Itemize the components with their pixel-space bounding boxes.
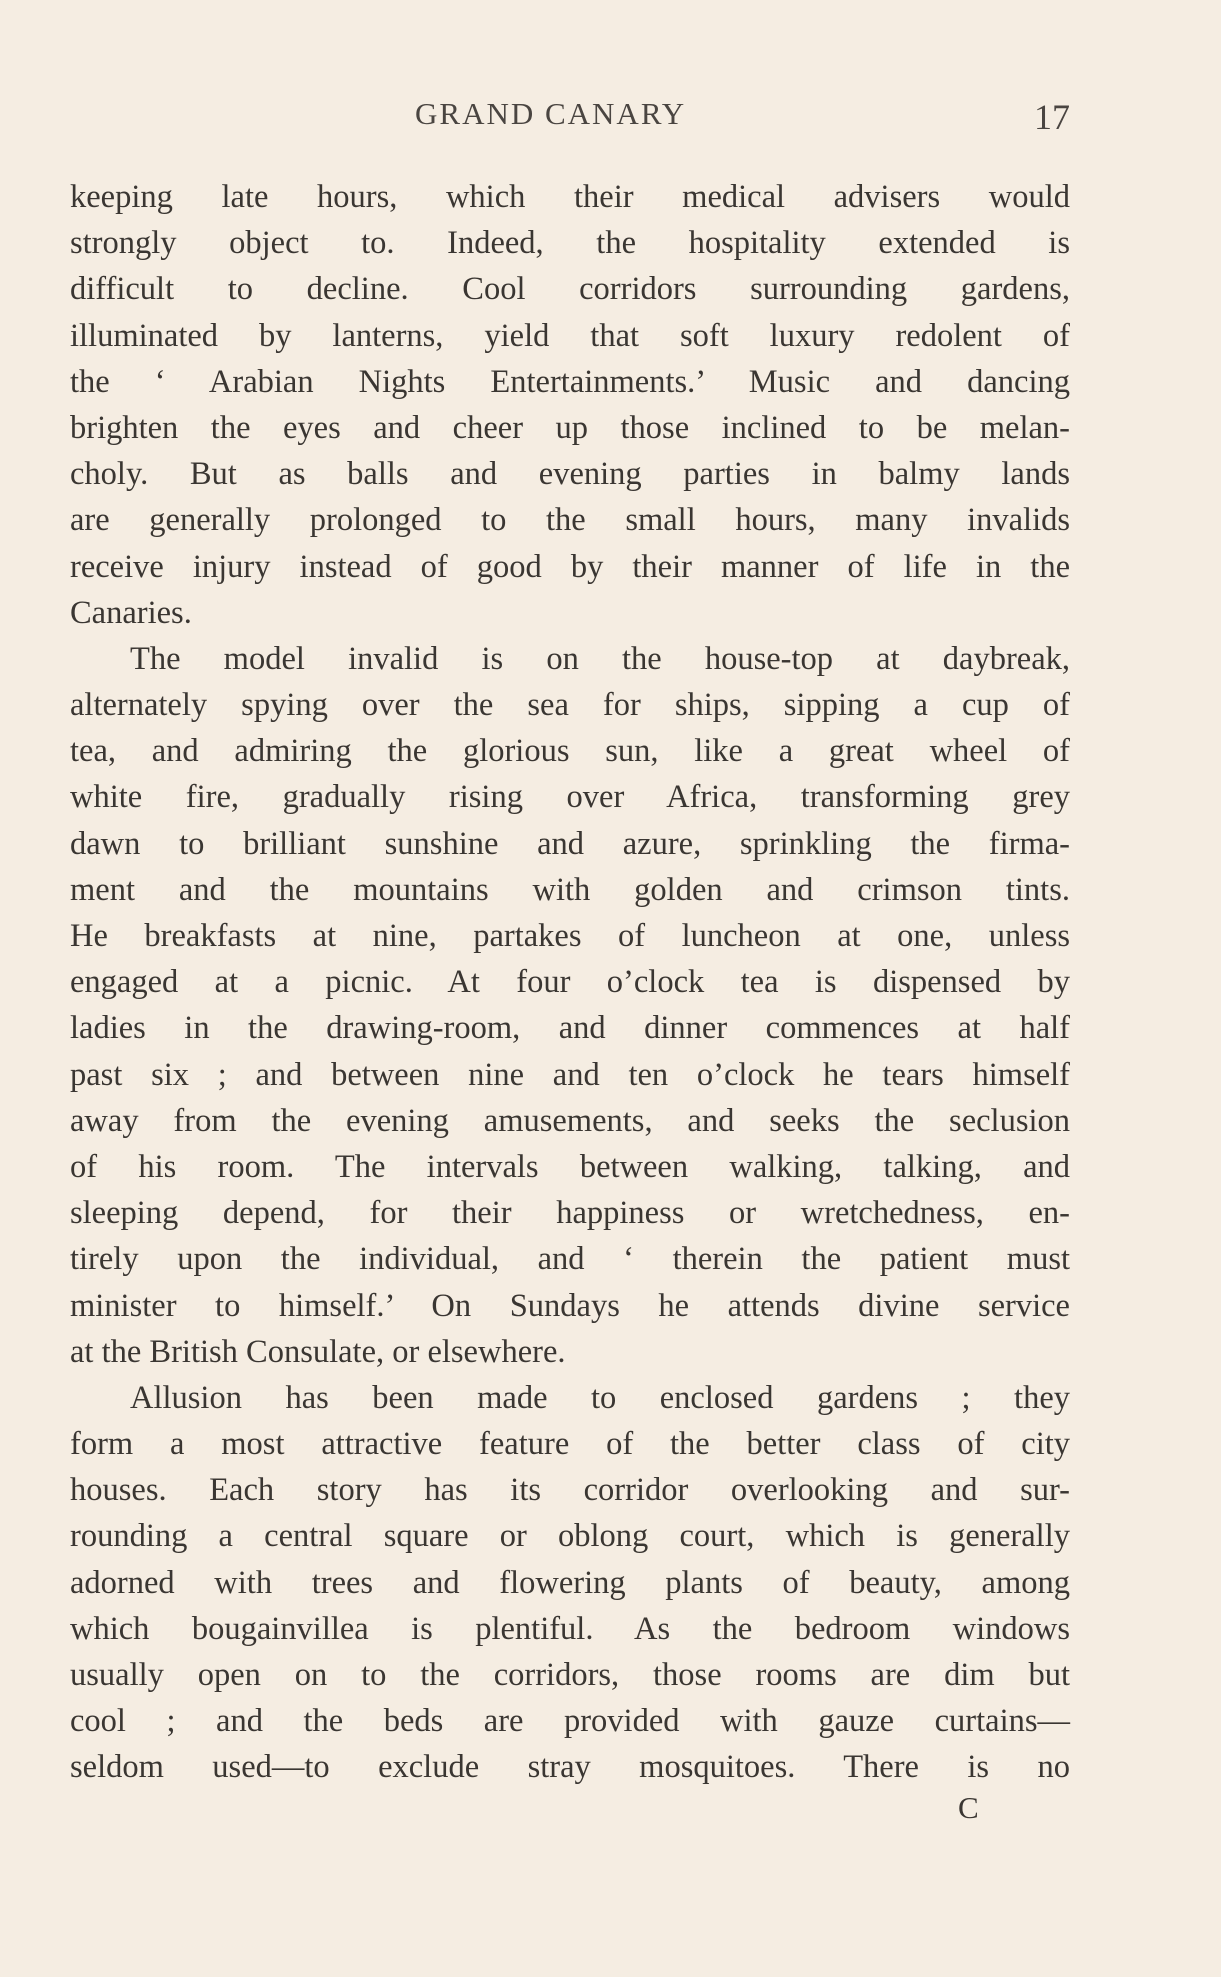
text-line: illuminated by lanterns, yield that soft luxury redolent of <box>70 317 1070 354</box>
text-line: difficult to decline. Cool corridors surrounding gardens, <box>70 271 1070 308</box>
signature-mark: C <box>958 1790 979 1825</box>
running-head-title: GRAND CANARY <box>415 96 687 131</box>
text-line: adorned with trees and flowering plants of beauty, among <box>70 1564 1070 1601</box>
running-head <box>0 96 1221 146</box>
text-line: cool ; and the beds are provided with gauze curtains— <box>70 1703 1070 1740</box>
text-line: form a most attractive feature of the better class of city <box>70 1426 1070 1463</box>
text-line: the ‘ Arabian Nights Entertainments.’ Music and dancing <box>70 363 1070 400</box>
text-line: strongly object to. Indeed, the hospitality extended is <box>70 225 1070 262</box>
text-line: white fire, gradually rising over Africa, transforming grey <box>70 779 1070 816</box>
text-line: choly. But as balls and evening parties in balmy lands <box>70 456 1070 493</box>
text-line: minister to himself.’ On Sundays he attends divine service <box>70 1287 1070 1324</box>
text-line: usually open on to the corridors, those rooms are dim but <box>70 1657 1070 1693</box>
text-line: He breakfasts at nine, partakes of luncheon at one, unless <box>70 918 1070 954</box>
text-line: receive injury instead of good by their manner of life in the <box>70 548 1070 585</box>
text-line: ment and the mountains with golden and crimson tints. <box>70 871 1070 908</box>
text-line: of his room. The intervals between walking, talking, and <box>70 1148 1070 1185</box>
text-line: keeping late hours, which their medical advisers would <box>70 179 1070 215</box>
text-line: past six ; and between nine and ten o’clock he tears himself <box>70 1056 1070 1093</box>
text-line: dawn to brilliant sunshine and azure, sprinkling the firma- <box>70 825 1070 862</box>
text-line: ladies in the drawing-room, and dinner commences at half <box>70 1010 1070 1047</box>
text-line: alternately spying over the sea for ships, sipping a cup of <box>70 687 1070 724</box>
text-line: at the British Consulate, or elsewhere. <box>70 1333 566 1370</box>
text-line: tea, and admiring the glorious sun, like a great wheel of <box>70 733 1070 770</box>
text-line: sleeping depend, for their happiness or wretchedness, en- <box>70 1195 1070 1232</box>
page-number: 17 <box>1034 97 1070 137</box>
body-text <box>70 174 1070 1791</box>
text-line: tirely upon the individual, and ‘ therein the patient must <box>70 1241 1070 1278</box>
text-line: Canaries. <box>70 594 192 631</box>
text-line: are generally prolonged to the small hours, many invalids <box>70 502 1070 539</box>
text-line: which bougainvillea is plentiful. As the bedroom windows <box>70 1610 1070 1647</box>
text-line: seldom used—to exclude stray mosquitoes. There is no <box>70 1749 1070 1786</box>
text-line: engaged at a picnic. At four o’clock tea is dispensed by <box>70 964 1070 1001</box>
paragraph-first-line: Allusion has been made to enclosed gardens ; they <box>130 1379 1070 1416</box>
paragraph-first-line: The model invalid is on the house-top at daybreak, <box>130 640 1070 677</box>
text-line: brighten the eyes and cheer up those inclined to be melan- <box>70 409 1070 446</box>
text-line: houses. Each story has its corridor overlooking and sur- <box>70 1472 1070 1509</box>
text-line: away from the evening amusements, and seeks the seclusion <box>70 1102 1070 1139</box>
text-line: rounding a central square or oblong court, which is generally <box>70 1518 1070 1555</box>
